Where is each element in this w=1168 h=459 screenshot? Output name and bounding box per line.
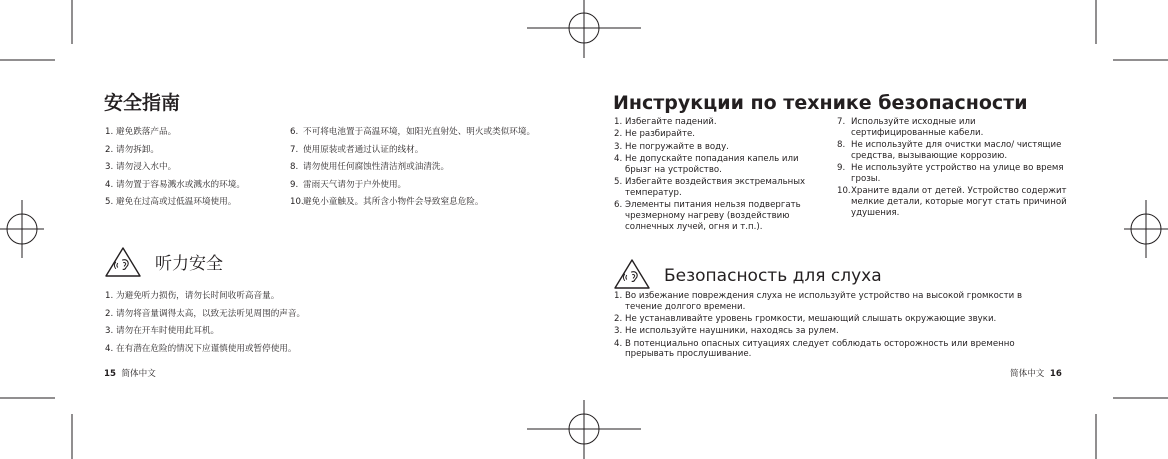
page-number: 15	[104, 369, 116, 379]
right-safety-list-2	[837, 117, 1071, 220]
list-item: 1. Избегайте падений.	[614, 117, 717, 127]
registration-mark-icon	[0, 200, 44, 258]
list-item: 4. 请勿置于容易溅水或溅水的环境。	[105, 179, 245, 190]
left-safety-list-2	[290, 127, 542, 215]
page-language: 简体中文	[1010, 369, 1045, 379]
list-item: 5. 避免在过高或过低温环境使用。	[105, 197, 237, 208]
list-item: 2. 请勿拆卸。	[105, 144, 159, 155]
list-item: 10. 避免小童触及。其所含小物件会导致窒息危险。	[290, 197, 484, 208]
list-item: 6. 不可将电池置于高温环境，如阳光直射处、明火或类似环境。	[290, 127, 536, 137]
right-page-footer	[1010, 368, 1062, 380]
list-item: 1. 避免跌落产品。	[105, 127, 177, 137]
left-safety-list-1	[105, 127, 285, 215]
right-hearing-list	[614, 291, 1044, 362]
list-item: 7. 使用原装或者通过认证的线材。	[290, 144, 424, 155]
list-item: 1. 为避免听力损伤，请勿长时间收听高音量。	[105, 291, 280, 301]
list-item: 2. 请勿将音量调得太高，以致无法听见周围的声音。	[105, 308, 306, 319]
list-item: 4. В потенциально опасных ситуациях следует соблюдать осторожность или временно прерывать прослушивание.	[614, 338, 1015, 360]
list-item: 3. Не используйте наушники, находясь за рулем.	[614, 326, 839, 337]
left-page-footer	[104, 368, 156, 380]
page-number: 16	[1049, 369, 1062, 379]
list-item: 10. Храните вдали от детей. Устройство содержит мелкие детали, которые могут стать причиной удушения.	[837, 186, 1067, 218]
list-item: 2. Не разбирайте.	[614, 129, 695, 140]
list-item: 7. Используйте исходные или сертифицированные кабели.	[837, 117, 984, 138]
list-item: 3. 请勿在开车时使用此耳机。	[105, 326, 220, 337]
page-language: 简体中文	[121, 369, 156, 379]
list-item: 8. Не используйте для очистки масло/ чистящие средства, вызывающие коррозию.	[837, 140, 1062, 161]
list-item: 6. Элементы питания нельзя подвергать чрезмерному нагреву (воздействию солнечных лучей, огня и т.п.).	[614, 200, 801, 232]
right-safety-list-1	[614, 117, 822, 234]
list-item: 3. 请勿浸入水中。	[105, 162, 177, 173]
registration-mark-icon	[1124, 200, 1168, 258]
crop-mark-icon	[0, 0, 72, 60]
list-item: 4. 在有潜在危险的情况下应谨慎使用或暂停使用。	[105, 343, 297, 354]
right-page-title: Инструкции по технике безопасности	[613, 92, 1028, 114]
crop-mark-icon	[0, 398, 72, 459]
list-item: 8. 请勿使用任何腐蚀性清洁剂或油清洗。	[290, 162, 450, 173]
list-item: 4. Не допускайте попадания капель или брызг на устройство.	[614, 153, 799, 175]
ear-warning-triangle-icon	[104, 246, 142, 278]
left-hearing-title: 听力安全	[155, 254, 223, 274]
crop-mark-icon	[1096, 0, 1168, 60]
list-item: 9. 雷雨天气请勿于户外使用。	[290, 179, 407, 190]
list-item: 2. Не устанавливайте уровень громкости, мешающий слышать окружающие звуки.	[614, 314, 997, 325]
left-hearing-list	[105, 291, 465, 361]
right-hearing-title: Безопасность для слуха	[664, 266, 882, 286]
list-item: 1. Во избежание повреждения слуха не используйте устройство на высокой громкости в течение долгого времени.	[614, 291, 1023, 312]
crop-mark-icon	[1096, 398, 1168, 459]
list-item: 5. Избегайте воздействия экстремальных температур.	[614, 176, 806, 198]
registration-mark-icon	[527, 400, 641, 459]
ear-warning-triangle-icon	[613, 258, 651, 290]
list-item: 3. Не погружайте в воду.	[614, 141, 729, 152]
list-item: 9. Не используйте устройство на улице во время грозы.	[837, 163, 1064, 184]
registration-mark-icon	[527, 0, 641, 58]
left-page-title: 安全指南	[104, 92, 181, 114]
